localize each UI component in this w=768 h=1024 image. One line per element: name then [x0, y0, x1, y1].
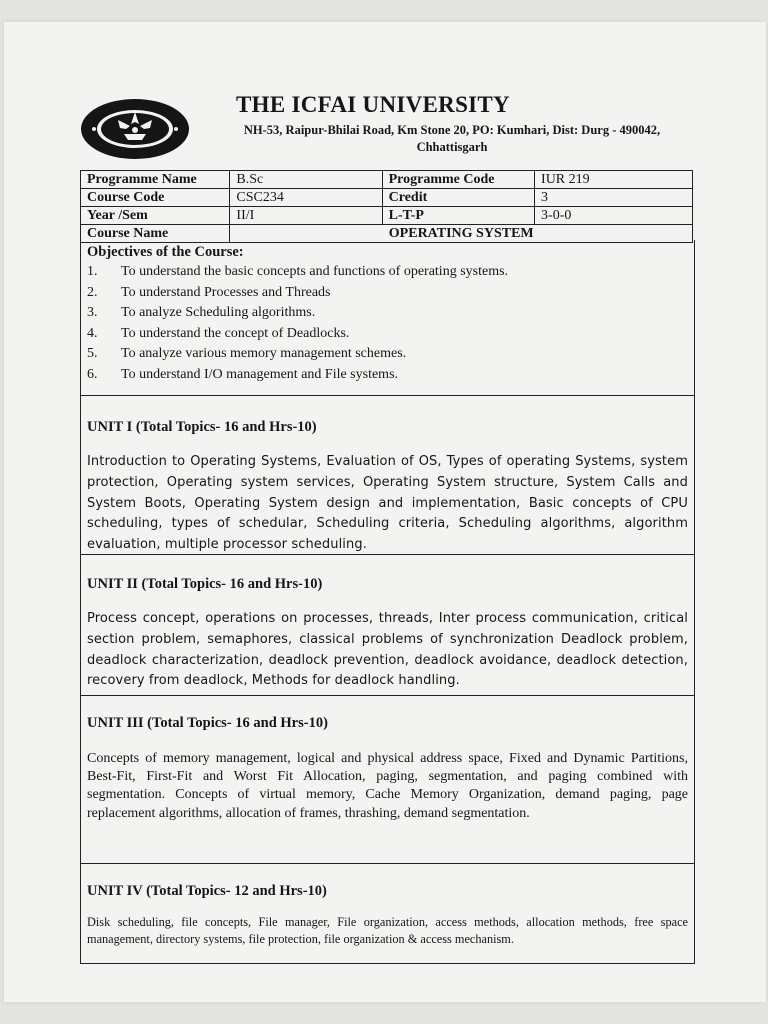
credit-label: Credit — [382, 189, 534, 207]
table-row — [81, 207, 693, 225]
unit-4-body: Disk scheduling, file concepts, File manager, File organization, access methods, allocation methods, free space management, directory systems, file protection, file organization & access mechanism. — [87, 915, 688, 946]
unit-3-section — [80, 696, 695, 864]
unit-2-heading: UNIT II (Total Topics- 16 and Hrs-10) — [87, 576, 323, 592]
objectives-heading: Objectives of the Course: — [87, 244, 244, 260]
course-code-value: CSC234 — [230, 189, 382, 207]
ltp-label: L-T-P — [382, 207, 534, 225]
course-info-table — [80, 170, 693, 243]
list-item — [87, 303, 688, 324]
university-title: THE ICFAI UNIVERSITY — [236, 92, 510, 117]
list-item — [87, 344, 688, 365]
programme-name-value: B.Sc — [230, 171, 382, 189]
credit-value: 3 — [535, 189, 693, 207]
objective-text: To analyze various memory management schemes. — [121, 346, 407, 361]
unit-4-section — [80, 864, 695, 964]
objectives-section — [80, 240, 695, 396]
table-row — [81, 189, 693, 207]
objective-number: 3. — [87, 305, 98, 320]
unit-1-body: Introduction to Operating Systems, Evaluation of OS, Types of operating Systems, system protection, Operating system services, Operating System structure, System Calls and System Boots, Operating System design and implementation, Basic concepts of CPU scheduling, types of schedular, Scheduling criteria, Scheduling algorithms, algorithm evaluation, multiple processor scheduling. — [87, 454, 688, 553]
objective-text: To understand the concept of Deadlocks. — [121, 325, 350, 341]
list-item — [87, 283, 688, 304]
objective-number: 4. — [87, 325, 98, 341]
year-sem-label: Year /Sem — [81, 207, 230, 225]
objective-number: 5. — [87, 346, 98, 361]
list-item — [87, 365, 688, 386]
unit-2-body: Process concept, operations on processes, threads, Inter process communication, critical section problem, semaphores, classical problems of synchronization Deadlock problem, deadlock characterization, deadlock prevention, deadlock avoidance, deadlock detection, recovery from deadlock, Methods for deadlock handling. — [87, 611, 688, 689]
list-item — [87, 262, 688, 283]
course-name-value: OPERATING SYSTEM — [230, 225, 693, 243]
university-logo — [80, 98, 190, 160]
programme-code-label: Programme Code — [382, 171, 534, 189]
objective-text: To analyze Scheduling algorithms. — [121, 305, 316, 320]
list-item — [87, 324, 688, 345]
programme-code-value: IUR 219 — [535, 171, 693, 189]
objective-number: 1. — [87, 264, 98, 279]
course-code-label: Course Code — [81, 189, 230, 207]
objective-text: To understand I/O management and File systems. — [121, 366, 399, 382]
unit-4-heading: UNIT IV (Total Topics- 12 and Hrs-10) — [87, 883, 327, 899]
objective-number: 6. — [87, 366, 98, 382]
year-sem-value: II/I — [230, 207, 382, 225]
objective-text: To understand the basic concepts and functions of operating systems. — [121, 264, 509, 279]
course-name-label: Course Name — [81, 225, 230, 243]
unit-3-body: Concepts of memory management, logical and physical address space, Fixed and Dynamic Partitions, Best-Fit, First-Fit and Worst Fit Allocation, paging, segmentation, and paging combined with segmentation. Concepts of virtual memory, Cache Memory Organization, demand paging, page replacement algorithms, allocation of frames, thrashing, demand segmentation. — [87, 751, 688, 821]
programme-name-label: Programme Name — [81, 171, 230, 189]
unit-2-section — [80, 555, 695, 696]
unit-1-heading: UNIT I (Total Topics- 16 and Hrs-10) — [87, 419, 317, 435]
unit-1-section — [80, 396, 695, 555]
objective-number: 2. — [87, 284, 98, 300]
unit-3-heading: UNIT III (Total Topics- 16 and Hrs-10) — [87, 715, 328, 731]
objectives-list — [87, 262, 688, 385]
objective-text: To understand Processes and Threads — [121, 284, 331, 300]
ltp-value: 3-0-0 — [535, 207, 693, 225]
university-address: NH-53, Raipur-Bhilai Road, Km Stone 20, PO: Kumhari, Dist: Durg - 490042, Chhattisgarh — [243, 123, 661, 154]
table-row — [81, 171, 693, 189]
